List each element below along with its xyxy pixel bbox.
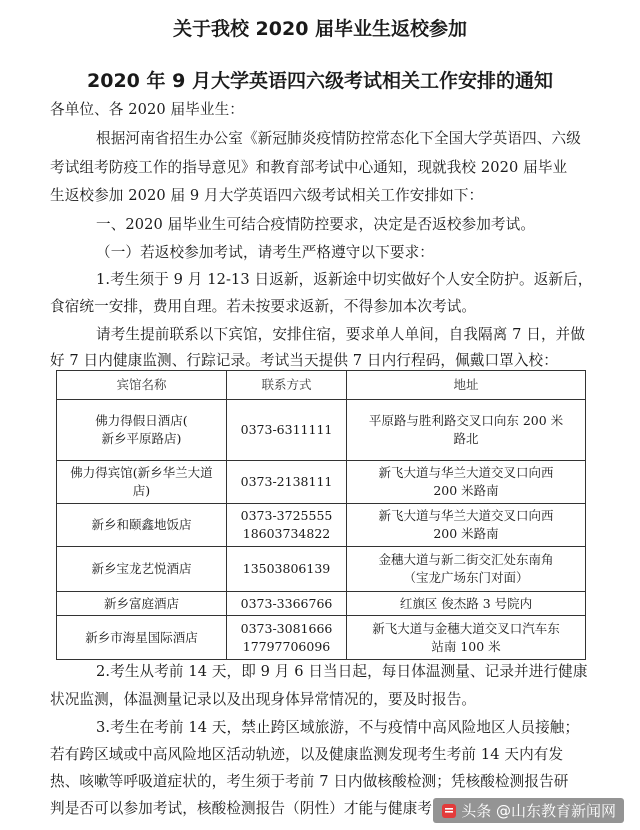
table-row [57,547,586,592]
intro-line: 生返校参加 2020 届 9 月大学英语四六级考试相关工作安排如下： [50,187,484,204]
item-2-line: 2.考生从考前 14 天，即 9 月 6 日当日起，每日体温测量、记录并进行健康 [96,663,588,680]
hotel-phone-cell [227,461,347,504]
hotel-phone-cell [227,547,347,592]
hotel-address: 路北 [453,431,479,446]
table-row [57,616,586,660]
table-row [57,400,586,461]
hotel-address: 站南 100 米 [431,638,501,654]
hotel-name: 新乡市海星国际酒店 [85,629,198,645]
table-row [57,504,586,547]
hotel-name-cell [57,400,227,461]
hotel-address: 新飞大道与华兰大道交叉口向西 [378,508,554,523]
hotel-note-line: 请考生提前联系以下宾馆，安排住宿，要求单人单间，自我隔离 7 日，并做 [96,326,586,343]
hotel-address-cell [347,461,586,504]
table-row [57,461,586,504]
item-3-line: 若有跨区域或中高风险地区活动轨迹，以及健康监测发现考生考前 14 天内有发 [50,746,564,763]
item-1-line: 食宿统一安排，费用自理。若未按要求返新，不得参加本次考试。 [50,298,477,315]
hotel-note-line: 好 7 日内健康监测、行踪记录。考试当天提供 7 日内行程码，佩戴口罩入校： [50,352,558,369]
table-row [57,592,586,616]
hotel-name-cell [57,547,227,592]
hotel-address: 新飞大道与金穗大道交叉口汽车东 [372,620,560,636]
hotel-name-cell [57,461,227,504]
intro-line: 考试组考防疫工作的指导意见》和教育部考试中心通知，现就我校 2020 届毕业 [50,159,568,176]
section-1: 一、2020 届毕业生可结合疫情防控要求，决定是否返校参加考试。 [96,216,536,233]
hotel-address: 新飞大道与华兰大道交叉口向西 [378,465,554,480]
toutiao-logo-icon [441,803,457,819]
intro-line: 根据河南省招生办公室《新冠肺炎疫情防控常态化下全国大学英语四、六级 [96,130,581,147]
hotel-name-cell [57,592,227,616]
hotel-address-cell [347,592,586,616]
subsection-1: （一）若返校参加考试，请考生严格遵守以下要求： [96,244,434,261]
hotel-phone: 18603734822 [242,526,331,541]
hotel-name: 新乡宝龙艺悦酒店 [91,561,192,576]
hotel-address-cell [347,547,586,592]
hotel-name: 新乡平原路店) [101,431,182,446]
hotel-address: 200 米路南 [433,526,499,541]
toutiao-watermark [433,798,624,823]
hotel-phone: 17797706096 [242,638,331,654]
column-header-contact: 联系方式 [227,371,347,400]
watermark-text: 头条 @山东教育新闻网 [461,802,616,820]
hotel-phone: 0373-2138111 [240,474,333,489]
notice-title-line2: 2020 年 9 月大学英语四六级考试相关工作安排的通知 [87,70,553,92]
table-header-row [57,371,586,400]
hotel-address-cell [347,400,586,461]
hotel-phone: 0373-3081666 [240,620,333,636]
hotel-name: 新乡富庭酒店 [103,595,179,611]
hotel-phone-cell [227,616,347,660]
hotel-phone: 0373-6311111 [240,422,333,437]
hotel-phone: 0373-3725555 [240,508,333,523]
hotel-address: （宝龙广场东门对面） [403,570,529,585]
hotel-address: 平原路与胜利路交叉口向东 200 米 [368,413,564,428]
hotel-name: 店) [132,483,151,498]
column-header-hotel: 宾馆名称 [57,371,227,400]
hotel-address: 200 米路南 [433,483,499,498]
hotel-name: 佛力得假日酒店( [95,413,188,428]
hotel-table [56,370,586,660]
hotel-name-cell [57,616,227,660]
hotel-phone-cell [227,592,347,616]
item-3-line: 3.考生在考前 14 天，禁止跨区域旅游，不与疫情中高风险地区人员接触； [96,719,580,736]
salutation: 各单位、各 2020 届毕业生： [50,101,244,118]
hotel-phone-cell [227,504,347,547]
hotel-address-cell [347,616,586,660]
hotel-name-cell [57,504,227,547]
notice-title-line1: 关于我校 2020 届毕业生返校参加 [172,18,468,40]
hotel-phone: 0373-3366766 [240,595,333,611]
item-3-line: 热、咳嗽等呼吸道症状的，考生须于考前 7 日内做核酸检测；凭核酸检测报告研 [50,773,569,790]
hotel-phone: 13503806139 [242,561,331,576]
item-3-line: 判是否可以参加考试，核酸检测报告（阴性）才能与健康考 [50,800,433,817]
hotel-address: 金穗大道与新二街交汇处东南角 [378,552,554,567]
hotel-phone-cell [227,400,347,461]
item-1-line: 1.考生须于 9 月 12-13 日返新，返新途中切实做好个人安全防护。返新后， [96,271,593,288]
hotel-address-cell [347,504,586,547]
hotel-name: 新乡和颐鑫地饭店 [91,517,192,532]
item-2-line: 状况监测，体温测量记录以及出现身体异常情况的，要及时报告。 [50,691,477,708]
column-header-address: 地址 [347,371,586,400]
hotel-address: 红旗区 俊杰路 3 号院内 [399,595,533,611]
hotel-name: 佛力得宾馆(新乡华兰大道 [70,465,213,480]
